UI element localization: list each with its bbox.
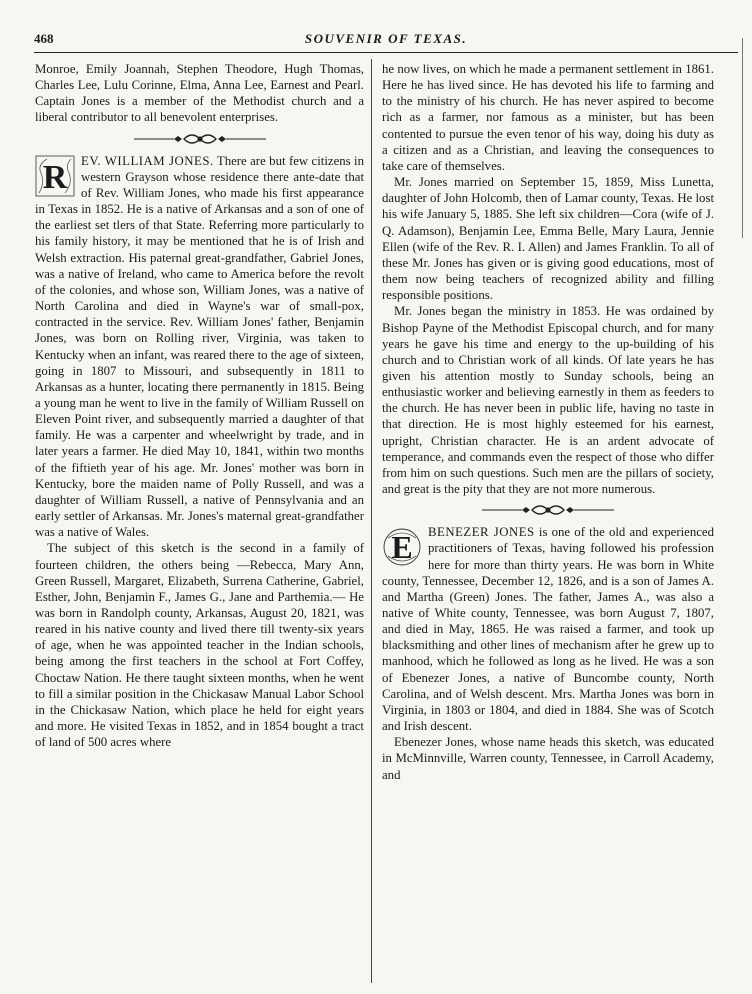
right-paragraph-1: he now lives, on which he made a permanent settlement in 1861. Here he has lived since. He has devoted his life to farming and to the ministry of his church. He has never aspired to become rich as a farmer, nor famous as a minister, but has been contented to pursue the even tenor of his way, doing his duty as a citizen and as a Christian, and leaving the consequences to take care of themselves. — [382, 62, 714, 173]
william-jones-paragraph-2: The subject of this sketch is the second in a family of fourteen children, the others being —Rebecca, Mary Ann, Green Russell, Margaret, Elizabeth, Surrena Catherine, Gabriel, Esther, John, Benjamin F., James G., Jane and Parthemia.— He was born in Randolph county, Arkansas, August 20, 1821, was reared in his native county and lived there till twenty-six years of age, when he was appointed teacher in the Indian schools, being among the first teachers in the school at Fort Coffey, Choctaw Nation. He there taught sixteen months, when he went to fill a similar position in the Chickasaw Manual Labor School in the Chickasaw Nation, which place he held for eight years and more. He visited Texas in 1852, and in 1854 bought a tract of land of 500 acres where — [35, 541, 364, 750]
decorative-initial-r — [35, 155, 75, 197]
ebenezer-jones-paragraph-2: Ebenezer Jones, whose name heads this sketch, was educated in McMinnville, Warren county, Tennessee, in Carroll Academy, and — [382, 735, 714, 782]
decorative-initial-e — [382, 526, 422, 568]
william-jones-biography — [35, 153, 364, 751]
continuation-paragraph: Monroe, Emily Joannah, Stephen Theodore, Hugh Thomas, Charles Lee, Lulu Corinne, Elma, Anna Lee, Earnest and Pearl. Captain Jones is a member of the Methodist church and a liberal contributor to all benevolent enterprises. — [35, 62, 364, 125]
page-edge-mark — [742, 38, 743, 238]
ebenezer-jones-paragraph-1: is one of the old and experienced practitioners of Texas, having followed his profession here for more than thirty years. He was born in White county, Tennessee, December 12, 1826, and is a son of James A. and Martha (Green) Jones. The father, James A., was also a native of White county, Tennessee, was born August 7, 1807, and died in May, 1865. He was raised a farmer, and took up blacksmithing and other lines of mechanism after he grew up to manhood, which he followed as long as he lived. He was a son of Ebenezer Jones, a native of Buncombe county, North Carolina, and of Welsh descent. Mrs. Martha Jones was born in Virginia, in 1803 or 1804, and died in 1884. She was of Scotch and Irish descent. — [382, 525, 714, 734]
left-column — [35, 61, 364, 985]
page-number: 468 — [34, 31, 54, 46]
header-rule — [34, 52, 738, 53]
page-header — [34, 31, 738, 51]
running-title: SOUVENIR OF TEXAS. — [304, 31, 468, 46]
william-jones-heading: EV. WILLIAM JONES. — [81, 153, 214, 168]
ebenezer-jones-heading: BENEZER JONES — [428, 525, 535, 540]
right-paragraph-3: Mr. Jones began the ministry in 1853. He was ordained by Bishop Payne of the Methodist Episcopal church, and for many years he gave his time and energy to the up-building of his church and to Christian work of all kinds. Of late years he has given his attention mostly to Sunday schools, being an enthusiastic worker and believing earnestly in them as feeders to the church. He has never been in public life, having no taste in that direction. He is most highly esteemed for his earnest, upright, Christian character. He is an ardent advocate of temperance, and commands even the respect of those who differ from him on such questions. Such men are the pillars of society, and great is the pity that they are not more numerous. — [382, 304, 714, 497]
svg-text:E: E — [391, 529, 413, 566]
right-column — [382, 61, 714, 985]
column-divider — [371, 59, 372, 983]
right-paragraph-2: Mr. Jones married on September 15, 1859, Miss Lunetta, daughter of John Holcomb, then of Lamar county, Texas. He lost his wife January 5, 1885. She left six children—Cora (wife of J. Q. Adamson), Benjamin Lee, Emma Belle, Mary Laura, Jennie Ellen (wife of the Rev. R. I. Allen) and James Franklin. To all of these Mr. Jones has given or is giving good educations, most of them now being teachers of recognized ability and filling responsible positions. — [382, 175, 714, 303]
william-jones-paragraph-1: There are but few citizens in western Grayson whose residence there ante-date that of Rev. William Jones, who made his first appearance in Texas in 1852. He is a native of Arkansas and a son of one of the earliest set tlers of that State. Referring more particularly to his family history, it may be mentioned that he is of Irish and Welsh extraction. His paternal great-grandfather, Gabriel Jones, was a native of Ireland, who came to America before the revolt of the colonies, and whose son, William Jones, was a native of North Carolina and died in Wayne's war of small-pox, contracted in the service. Rev. William Jones' father, Benjamin Jones, was born on Rolling river, Virginia, was taken to Kentucky when an infant, was reared there to the age of sixteen, going in 1807 to Missouri, and subsequently in 1811 to Arkansas as a hunter, locating there permanently in 1815. Being a young man he went to live in the family of William Russell on Eleven Point river, and subsequently married a daughter of that family. He was a carpenter and wheelwright by trade, and in later years a farmer. He died May 10, 1841, within two months of the fiftieth year of his age. Mr. Jones' mother was born in Kentucky, bore the maiden name of Polly Russell, and was a daughter of William Russell, a native of Pennsylvania and an early settler of Arkansas. Mr. Jones's maternal great-grandfather was a native of Wales. — [35, 153, 364, 540]
svg-text:R: R — [42, 158, 68, 196]
ebenezer-jones-biography — [382, 524, 714, 783]
section-ornament — [478, 503, 618, 517]
section-ornament — [130, 132, 270, 146]
